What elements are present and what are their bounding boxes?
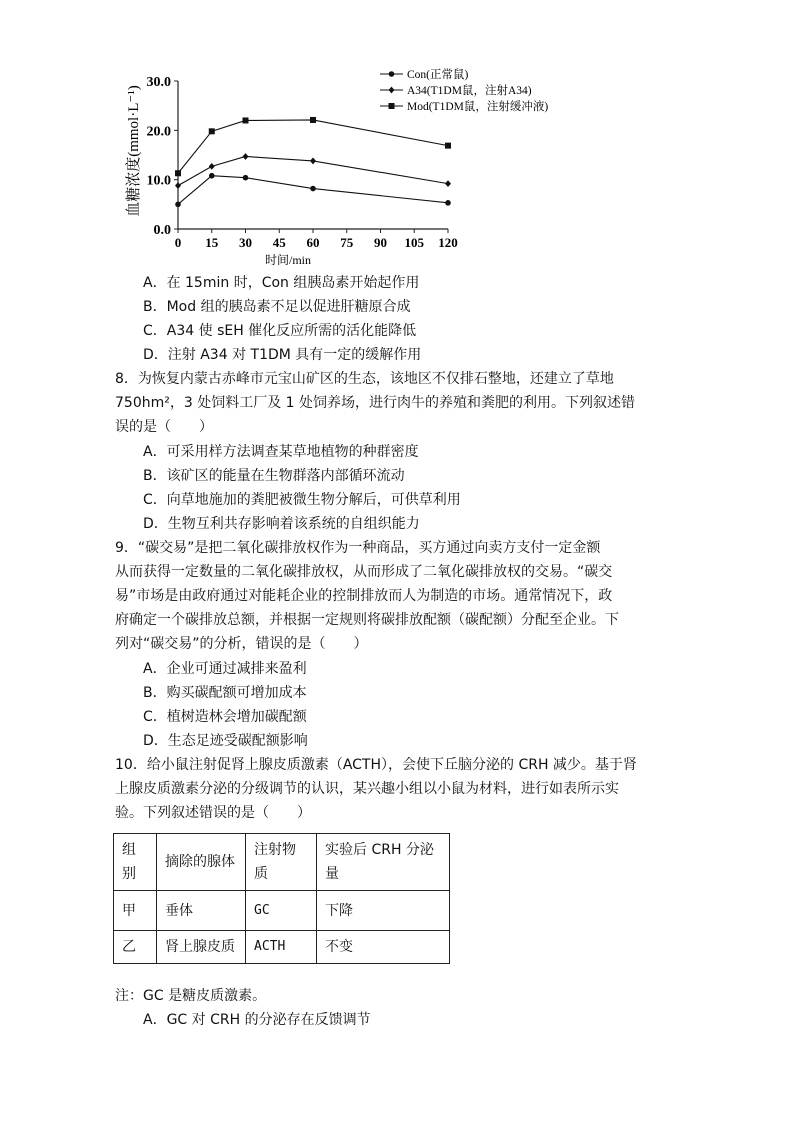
table-cell: 下降 — [317, 891, 450, 931]
q9-option-b: B．购买碳配额可增加成本 — [143, 685, 307, 701]
q10-option-a: A．GC 对 CRH 的分泌存在反馈调节 — [143, 1012, 371, 1028]
legend-label: Con(正常鼠) — [407, 69, 469, 81]
data-point — [445, 200, 451, 206]
y-tick-label: 20.0 — [146, 124, 171, 140]
x-axis-label: 时间/min — [264, 253, 312, 266]
q9-stem-line-2: 从而获得一定数量的二氧化碳排放权，从而形成了二氧化碳排放权的交易。“碳交 — [115, 564, 613, 580]
q8-stem-line-2: 750hm²，3 处饲料工厂及 1 处饲养场，进行肉牛的养殖和粪肥的利用。下列叙述错 — [115, 395, 636, 411]
q9-stem-line-4: 府确定一个碳排放总额，并根据一定规则将碳排放配额（碳配额）分配至企业。下 — [115, 612, 619, 628]
series-line-2 — [178, 120, 448, 173]
chart-legend — [380, 67, 548, 113]
table-row — [114, 931, 450, 964]
x-tick-label: 45 — [272, 235, 286, 250]
table-cell: 甲 — [114, 891, 157, 931]
data-point — [310, 186, 316, 192]
data-point — [243, 175, 249, 181]
y-tick-label: 10.0 — [146, 173, 171, 189]
q8-option-d: D．生物互利共存影响着该系统的自组织能力 — [143, 516, 420, 532]
data-point — [209, 173, 215, 179]
q8-stem-line-1: 8．为恢复内蒙古赤峰市元宝山矿区的生态，该地区不仅排石整地，还建立了草地 — [115, 371, 614, 387]
table-header-cell: 实验后 CRH 分泌量 — [317, 834, 450, 891]
data-point — [389, 87, 395, 94]
legend-label: Mod(T1DM鼠，注射缓冲液) — [407, 101, 549, 113]
x-tick-label: 30 — [239, 235, 252, 250]
x-tick-label: 105 — [404, 235, 424, 250]
table-cell: ACTH — [246, 931, 317, 964]
table-cell: 肾上腺皮质 — [157, 931, 246, 964]
q10-stem-line-2: 上腺皮质激素分泌的分级调节的认识，某兴趣小组以小鼠为材料，进行如表所示实 — [115, 781, 619, 797]
q8-stem-line-3: 误的是（ ） — [115, 419, 213, 435]
q7-option-a: A．在 15min 时，Con 组胰岛素开始起作用 — [143, 275, 420, 291]
data-point — [310, 117, 316, 123]
q7-option-d: D．注射 A34 对 T1DM 具有一定的缓解作用 — [143, 347, 422, 363]
table-cell: 不变 — [317, 931, 450, 964]
blood-glucose-chart — [110, 66, 580, 266]
x-tick-label: 120 — [438, 235, 458, 250]
q9-stem-line-5: 列对“碳交易”的分析，错误的是（ ） — [115, 636, 368, 652]
q9-option-d: D．生态足迹受碳配额影响 — [143, 733, 308, 749]
data-point — [175, 170, 181, 176]
x-tick-label: 15 — [205, 235, 219, 250]
q9-stem-line-1: 9．“碳交易”是把二氧化碳排放权作为一种商品，买方通过向卖方支付一定金额 — [115, 540, 601, 556]
data-point — [445, 180, 451, 187]
y-tick-label: 0.0 — [153, 223, 171, 238]
table-row — [114, 891, 450, 931]
table-header-row — [114, 834, 450, 891]
table-header-cell: 摘除的腺体 — [157, 834, 246, 891]
q10-stem-line-3: 验。下列叙述错误的是（ ） — [115, 805, 311, 821]
data-point — [209, 128, 215, 134]
data-point — [175, 202, 181, 208]
q9-stem-line-3: 易”市场是由政府通过对能耗企业的控制排放而人为制造的市场。通常情况下，政 — [115, 588, 613, 604]
x-tick-label: 90 — [374, 235, 387, 250]
q9-option-a: A．企业可通过减排来盈利 — [143, 661, 307, 677]
table-cell: GC — [246, 891, 317, 931]
q8-option-b: B．该矿区的能量在生物群落内部循环流动 — [143, 468, 405, 484]
q7-option-b: B．Mod 组的胰岛素不足以促进肝糖原合成 — [143, 299, 411, 315]
data-point — [175, 182, 181, 189]
q10-stem-line-1: 10．给小鼠注射促肾上腺皮质激素（ACTH），会使下丘脑分泌的 CRH 减少。基于肾 — [115, 757, 637, 773]
legend-label: A34(T1DM鼠，注射A34) — [407, 85, 532, 97]
q8-option-c: C．向草地施加的粪肥被微生物分解后，可供草利用 — [143, 492, 461, 508]
data-point — [310, 158, 316, 165]
x-tick-label: 60 — [306, 235, 320, 250]
table-cell: 乙 — [114, 931, 157, 964]
data-point — [389, 103, 395, 109]
q8-option-a: A．可采用样方法调查某草地植物的种群密度 — [143, 444, 419, 460]
chart-series — [175, 117, 451, 207]
x-tick-label: 0 — [174, 235, 182, 250]
data-point — [445, 143, 451, 149]
data-point — [209, 163, 215, 170]
table-header-cell: 组别 — [114, 834, 157, 891]
y-tick-label: 30.0 — [146, 75, 171, 90]
table-header-cell: 注射物质 — [246, 834, 317, 891]
experiment-table — [113, 833, 450, 964]
data-point — [243, 117, 249, 123]
table-cell: 垂体 — [157, 891, 246, 931]
x-tick-label: 75 — [340, 235, 354, 250]
q7-option-c: C．A34 使 sEH 催化反应所需的活化能降低 — [143, 323, 417, 339]
y-axis-label: 血糖浓度(mmol·L⁻¹) — [126, 85, 142, 217]
data-point — [389, 71, 395, 77]
table-note: 注：GC 是糖皮质激素。 — [115, 988, 267, 1004]
data-point — [243, 153, 249, 160]
q9-option-c: C．植树造林会增加碳配额 — [143, 709, 307, 725]
